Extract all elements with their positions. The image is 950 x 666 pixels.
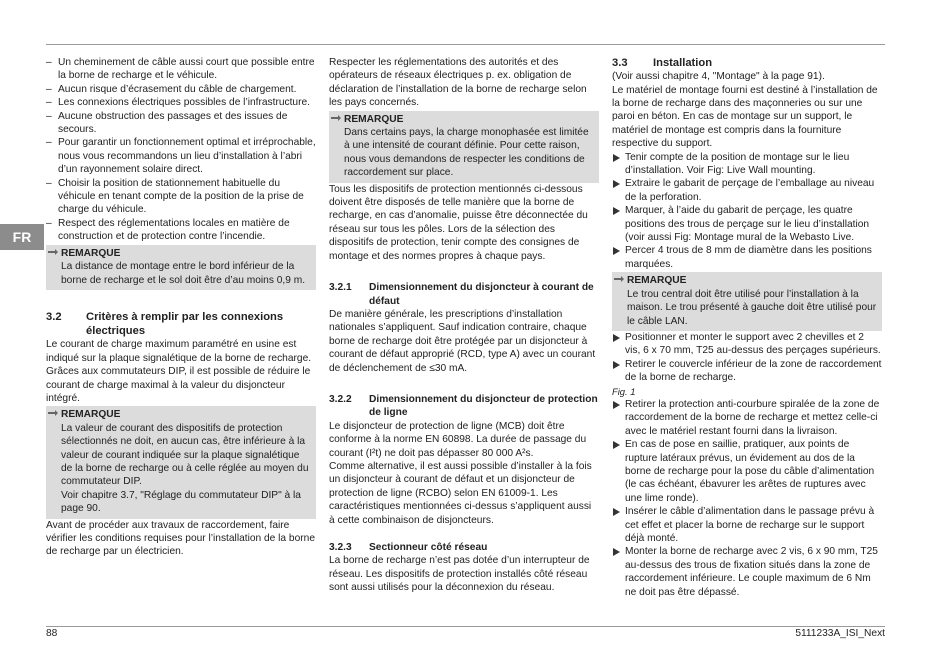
list-item: – Respect des réglementations locales en matière de construction et de protection contre l’incendie. — [46, 217, 316, 244]
figure-label: Fig. 1 — [612, 385, 636, 397]
footer-rule — [46, 626, 885, 627]
section-title: Dimensionnement du disjoncteur de protection de ligne — [369, 393, 598, 419]
note-box — [612, 272, 882, 331]
paragraph: Avant de procéder aux travaux de raccordement, faire vérifier les conditions requises pour l’installation de la borne de recharge par un électricien. — [46, 519, 315, 558]
section-heading — [329, 541, 599, 554]
note-heading: REMARQUE — [627, 275, 687, 287]
column-left — [46, 56, 316, 559]
paragraph: Le disjoncteur de protection de ligne (MCB) doit être conforme à la norme EN 60898. La durée de passage du courant (I²t) ne doit pas dépasser 80 000 A²s. — [329, 420, 587, 459]
paragraph: (Voir aussi chapitre 4, "Montage" à la page 91). — [612, 71, 825, 83]
list-item: – Aucun risque d’écrasement du câble de chargement. — [46, 83, 316, 96]
step-item: Retirer la protection anti-courbure spiralée de la zone de raccordement de la borne de recharge et mettez celle-ci avec le matériel restant fourni dans la livraison. — [612, 398, 882, 438]
list-item: – Un cheminement de câble aussi court que possible entre la borne de recharge et le véhicule. — [46, 56, 316, 83]
paragraph: La borne de recharge n’est pas dotée d’un interrupteur de réseau. Les dispositifs de protection installés côté réseau sont aussi utilisés pour la déconnexion du réseau. — [329, 555, 590, 594]
note-box — [329, 111, 599, 183]
step-item: Positionner et monter le support avec 2 chevilles et 2 vis, 6 x 70 mm, T25 au-dessus des perçages supérieurs. — [612, 331, 882, 358]
note-text: La valeur de courant des dispositifs de protection sélectionnés ne doit, en aucun cas, être inférieure à la valeur de courant indiquée sur la plaque signalétique de la borne de recharge ou à celle réglée au moyen du commutateur DIP. — [61, 422, 309, 488]
list-item: – Pour garantir un fonctionnement optimal et irréprochable, nous vous recommandons un lieu d’installation à l’abri d’un rayonnement solaire direct. — [46, 136, 316, 176]
header-rule — [46, 44, 885, 45]
step-item: En cas de pose en saillie, pratiquer, aux points de rupture latéraux prévus, un évidement au dos de la borne de recharge pour la pose du câble d’alimentation (le cas échéant, ébavurer les arêtes de ruptures avec une lime ronde). — [612, 438, 882, 505]
document-id: 5111233A_ISI_Next — [795, 628, 885, 639]
note-text: Voir chapitre 3.7, "Réglage du commutateur DIP" à la page 90. — [61, 489, 301, 515]
column-right — [612, 56, 882, 599]
list-item: – Aucune obstruction des passages et des issues de secours. — [46, 110, 316, 137]
section-number: 3.3 — [612, 57, 628, 69]
section-number: 3.2.1 — [329, 282, 352, 294]
section-title: Critères à remplir par les connexions électriques — [86, 310, 284, 338]
page-number: 88 — [46, 628, 58, 639]
note-text: Dans certains pays, la charge monophasée est limitée à une intensité de courant définie. Pour cette raison, nous vous demandons de respecter les conditions de raccordement sur place. — [344, 127, 589, 179]
note-text: La distance de montage entre le bord inférieur de la borne de recharge et le sol doit être d’au moins 0,9 m. — [61, 261, 306, 286]
section-heading — [329, 281, 599, 308]
section-number: 3.2 — [46, 310, 62, 323]
paragraph: Tous les dispositifs de protection mentionnés ci-dessous doivent être disposés de telle manière que la borne de recharge, en cas d’anomalie, puisse être déconnectée du réseau sur tous les pôles. Lors de la sélection des dispositifs de protection, tenir compte des consignes de montage et des normes propres à chaque pays. — [329, 183, 588, 262]
column-middle — [329, 56, 599, 595]
hand-pointer-icon — [614, 275, 624, 283]
section-title: Installation — [653, 57, 713, 69]
step-item: Tenir compte de la position de montage sur le lieu d’installation. Voir Fig: Live Wall mounting. — [612, 151, 882, 178]
paragraph: Respecter les réglementations des autorités et des opérateurs de réseaux électriques p. ex. obligation de déclaration de l’installation de la borne de recharge selon les pays concernés. — [329, 57, 587, 109]
section-heading — [612, 56, 882, 70]
step-item: Marquer, à l’aide du gabarit de perçage, les quatre positions des trous de perçage sur le lieu d’installation (voir aussi Fig: Montage mural de la Webasto Live. — [612, 204, 882, 244]
note-heading: REMARQUE — [344, 113, 404, 125]
note-text: Le trou central doit être utilisé pour l’installation à la maison. Le trou présenté à gauche doit être utilisé pour le câble LAN. — [627, 288, 877, 327]
step-item: Retirer le couvercle inférieur de la zone de raccordement de la borne de recharge. — [612, 358, 882, 385]
step-item: Insérer le câble d’alimentation dans le passage prévu à cet effet et placer la borne de recharge sur le support déjà monté. — [612, 505, 882, 545]
section-heading — [329, 393, 599, 420]
section-number: 3.2.2 — [329, 393, 352, 405]
step-item: Percer 4 trous de 8 mm de diamètre dans les positions marquées. — [612, 244, 882, 271]
paragraph: De manière générale, les prescriptions d’installation nationales s’appliquent. Sauf indication contraire, chaque borne de recharge doit être protégée par un disjoncteur à courant de défaut approprié (RCD, type A) avec un courant de déclenchement de ≤30 mA. — [329, 308, 596, 374]
section-title: Dimensionnement du disjoncteur à courant de défaut — [369, 282, 594, 307]
paragraph: Le courant de charge maximum paramétré en usine est indiqué sur la plaque signalétique de la borne de recharge. Grâces aux commutateurs DIP, il est possible de réduire le courant de charge maximal à la valeur du disjoncteur intégré. — [46, 339, 312, 404]
note-heading: REMARQUE — [61, 409, 121, 421]
note-box — [46, 406, 316, 518]
list-item: – Choisir la position de stationnement habituelle du véhicule en tenant compte de la position de la prise de charge du véhicule. — [46, 177, 316, 217]
section-number: 3.2.3 — [329, 542, 352, 553]
paragraph: Le matériel de montage fourni est destiné à l’installation de la borne de recharge dans des maçonneries ou sur une paroi en béton. En cas de montage sur un support, le matériel de montage est compris dans la fourniture respective du support. — [612, 84, 878, 150]
note-box — [46, 245, 316, 290]
step-item: Monter la borne de recharge avec 2 vis, 6 x 90 mm, T25 au-dessus des trous de fixation situés dans la zone de raccordement inférieure. Le couple maximum de 6 Nm ne doit pas être dépassé. — [612, 545, 882, 599]
hand-pointer-icon — [48, 248, 58, 256]
paragraph: Comme alternative, il est aussi possible d’installer à la fois un disjoncteur à courant de défaut et un disjoncteur de protection de ligne (RCBO) selon EN 61009-1. Les caractéristiques mentionnées ci-dessus s’appliquent aussi à cette combinaison de disjoncteurs. — [329, 460, 592, 526]
language-tab: FR — [0, 224, 44, 250]
note-heading: REMARQUE — [61, 247, 121, 259]
section-heading — [46, 310, 316, 338]
list-item: – Les connexions électriques possibles de l’infrastructure. — [46, 96, 316, 109]
hand-pointer-icon — [48, 409, 58, 417]
hand-pointer-icon — [331, 114, 341, 122]
step-item: Extraire le gabarit de perçage de l’emballage au niveau de la perforation. — [612, 177, 882, 204]
section-title: Sectionneur côté réseau — [369, 542, 488, 553]
